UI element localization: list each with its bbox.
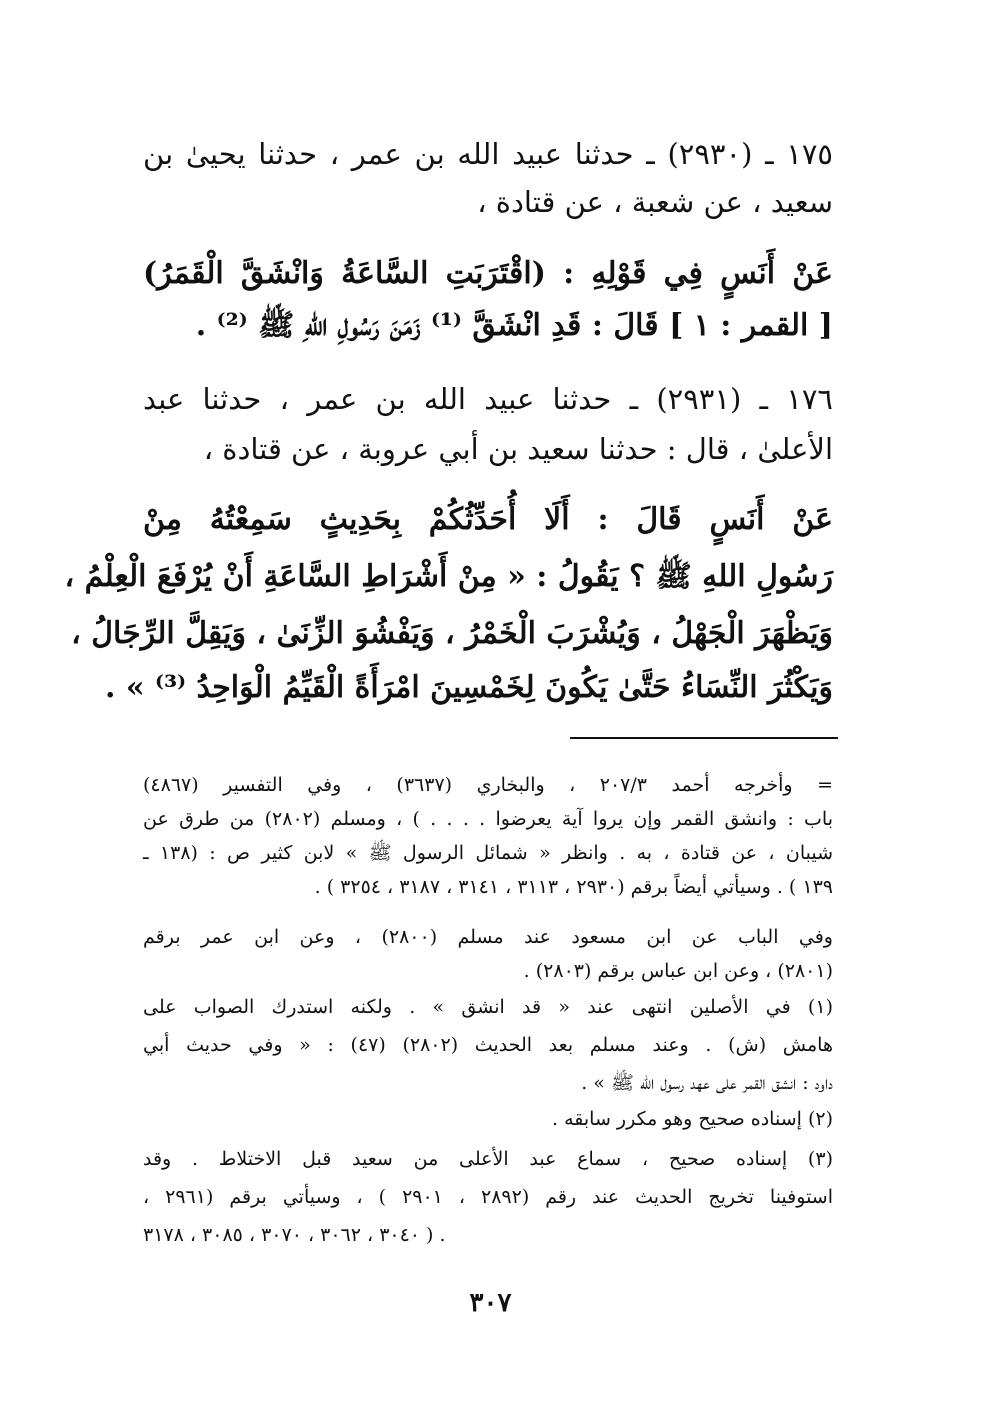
hadith-176-matn-line-1: عَنْ أَنَسٍ قَالَ : أَلَا أُحَدِّثُكُمْ بِحَدِيثٍ سَمِعْتُهُ مِنْ xyxy=(143,502,833,537)
footnote-line: (١) في الأصلين انتهى عند « قد انشق » . ولكنه استدرك الصواب على xyxy=(143,996,833,1018)
footnote-line: باب : وانشق القمر وإن يروا آية يعرضوا . . . . ) ، ومسلم (٢٨٠٢) من طرق عن xyxy=(143,808,833,830)
footnote-line: هامش (ش) . وعند مسلم بعد الحديث (٢٨٠٢) (٤٧) : « وفي حديث أبي xyxy=(143,1034,833,1056)
footnote-line: شيبان ، عن قتادة ، به . وانظر « شمائل الرسول ﷺ » لابن كثير ص : (١٣٨ ـ xyxy=(143,842,833,864)
hadith-175-matn-line-2: [ القمر : ١ ] قَالَ : قَدِ انْشَقَّ ⁽¹⁾ زَمَنَ رَسُولِ اللهِ ﷺ ⁽²⁾ . xyxy=(195,308,833,343)
page-number: ٣٠٧ xyxy=(469,1288,512,1318)
hadith-175-isnad-line-1: ١٧٥ ـ (٢٩٣٠) ـ حدثنا عبيد الله بن عمر ، حدثنا يحيىٰ بن xyxy=(143,137,833,171)
hadith-176-isnad-line-1: ١٧٦ ـ (٢٩٣١) ـ حدثنا عبيد الله بن عمر ، حدثنا عبد xyxy=(143,382,834,416)
footnote-line: ٣٠٤٠ ، ٣٠٦٢ ، ٣٠٧٠ ، ٣٠٨٥ ، ٣١٧٨ ) . xyxy=(143,1224,446,1246)
hadith-175-matn-line-1: عَنْ أَنَسٍ فِي قَوْلِهِ : (اقْتَرَبَتِ السَّاعَةُ وَانْشَقَّ الْقَمَرُ) xyxy=(143,256,833,291)
footnote-line: استوفينا تخريج الحديث عند رقم (٢٨٩٢ ، ٢٩٠١ ) ، وسيأتي برقم (٢٩٦١ ، xyxy=(143,1186,833,1208)
footnote-separator xyxy=(570,737,838,739)
footnote-line: وفي الباب عن ابن مسعود عند مسلم (٢٨٠٠) ، وعن ابن عمر برقم xyxy=(143,926,833,948)
hadith-176-matn-line-3: وَيَظْهَرَ الْجَهْلُ ، وَيُشْرَبَ الْخَمْرُ ، وَيَفْشُوَ الزِّنَىٰ ، وَيَقِلَّ الرِّجَالُ ، xyxy=(71,616,833,651)
footnote-line: (٣) إسناده صحيح ، سماع عبد الأعلى من سعيد قبل الاختلاط . وقد xyxy=(143,1148,833,1170)
hadith-176-isnad-line-2: الأعلىٰ ، قال : حدثنا سعيد بن أبي عروبة ، عن قتادة ، xyxy=(203,432,833,466)
hadith-176-matn-line-4: وَيَكْثُرَ النِّسَاءُ حَتَّىٰ يَكُونَ لِخَمْسِينَ امْرَأَةً الْقَيِّمُ الْوَاحِدُ ⁽³⁾ » . xyxy=(104,670,833,705)
footnote-line: داود : انشق القمر على عهد رسول الله ﷺ » . xyxy=(581,1072,833,1094)
hadith-176-matn-line-2: رَسُولِ اللهِ ﷺ ؟ يَقُولُ : « مِنْ أَشْرَاطِ السَّاعَةِ أَنْ يُرْفَعَ الْعِلْمُ ، xyxy=(64,559,833,594)
footnote-line: (٢) إسناده صحيح وهو مكرر سابقه . xyxy=(552,1108,833,1130)
footnote-line: (٢٨٠١) ، وعن ابن عباس برقم (٢٨٠٣) . xyxy=(523,960,833,982)
hadith-175-isnad-line-2: سعيد ، عن شعبة ، عن قتادة ، xyxy=(477,185,833,219)
footnote-line: ١٣٩ ) . وسيأتي أيضاً برقم (٢٩٣٠ ، ٣١١٣ ، ٣١٤١ ، ٣١٨٧ ، ٣٢٥٤ ) . xyxy=(314,876,833,898)
footnote-line: = وأخرجه أحمد ٢٠٧/٣ ، والبخاري (٣٦٣٧) ، وفي التفسير (٤٨٦٧) xyxy=(143,774,833,796)
